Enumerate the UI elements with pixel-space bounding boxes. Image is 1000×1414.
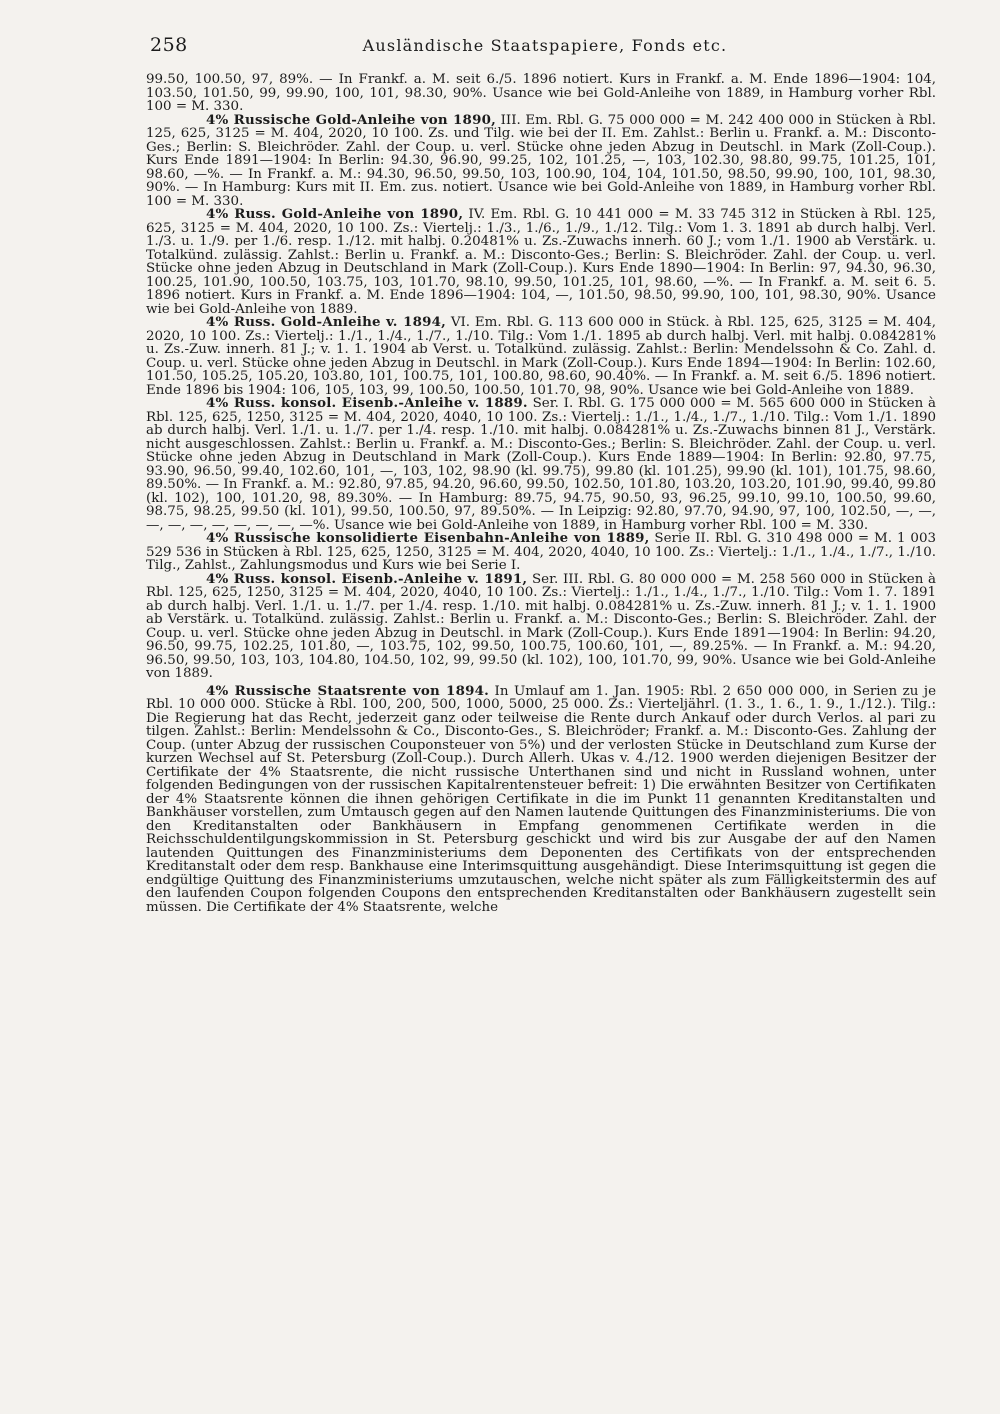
paragraph-text: In Umlauf am 1. Jan. 1905: Rbl. 2 650 000 000, in Serien zu je Rbl. 10 000 000. Stücke à Rbl. 100, 200, 500, 1000, 5000, 25 000. Zs.: Vierteljährl. (1. 3., 1. 6., 1. 9., 1./12.). Tilg.: Die Regierung hat das Recht, jederzeit ganz oder teilweise die Rente durch Ankauf oder durch Verlos. al pari zu tilgen. Zahlst.: Berlin: Mendelssohn & Co., Disconto-Ges., S. Bleichröder; Frankf. a. M.: Disconto-Ges. Zahlung der Coup. (unter Abzug der russischen Couponsteuer von 5%) und der verlosten Stücke in Deutschland zum Kurse der kurzen Wechsel auf St. Petersburg (Zoll-Coup.). Durch Allerh. Ukas v. 4./12. 1900 werden diejenigen Besitzer der Certifikate der 4% Staatsrente, die nicht russische Unterthanen sind und nicht in Russland wohnen, unter folgenden Bedingungen von der russischen Kapitalrentensteuer befreit: 1) Die erwähnten Besitzer von Certifikaten der 4% Staatsrente können die ihnen gehörigen Certifikate in die im Punkt 11 genannten Kreditanstalten und Bankhäuser vorstellen, zum Umtausch gegen auf den Namen lautende Quittungen des Finanzministeriums. Die von den Kreditanstalten oder Bankhäusern in Empfang genommenen Certifikate werden in die Reichsschuldentilgungskommission in St. Petersburg geschickt und wird bis zur Ausgabe der auf den Namen lautenden Quittungen des Finanzministeriums dem Deponenten des Certifikats von der entsprechenden Kreditanstalt oder dem resp. Bankhause eine Interimsquittung ausgehändigt. Diese Interimsquittung ist gegen die endgültige Quittung des Finanzministeriums umzutauschen, welche nicht später als zum Fälligkeitstermin des auf den laufenden Coupon folgenden Coupons den entsprechenden Kreditanstalten oder Bankhäusern zugestellt sein müssen. Die Certifikate der 4% Staatsrente, welche bbox=[146, 683, 936, 915]
body-text bbox=[146, 73, 936, 914]
paragraph-staatsrente-1894 bbox=[146, 682, 936, 915]
paragraph-text: Ser. III. Rbl. G. 80 000 000 = M. 258 560 000 in Stücken à Rbl. 125, 625, 1250, 3125 = M. 404, 2020, 4040, 10 100. Zs.: Viertelj.: 1./1., 1./4., 1./7., 1./10. Tilg.: Vom 1. 7. 1891 ab durch halbj. Verl. 1./1. u. 1./7. per 1./4. resp. 1./10. mit halbj. 0.084281% u. Zs.-Zuw. innerh. 81 J.; v. 1. 1. 1900 ab Verstärk. u. Totalkünd. zulässig. Zahlst.: Berlin u. Frankf. a. M.: Disconto-Ges.; Berlin: S. Bleichröder. Zahl. der Coup. u. verl. Stücke ohne jeden Abzug in Deutschl. in Mark (Zoll-Coup.). Kurs Ende 1891—1904: In Berlin: 94.20, 96.50, 99.75, 102.25, 101.80, —, 103.75, 102, 99.50, 100.75, 100.60, 101, —, 89.25%. — In Frankf. a. M.: 94.20, 96.50, 99.50, 103, 103, 104.80, 104.50, 102, 99, 99.50 (kl. 102), 100, 101.70, 99, 90%. Usance wie bei Gold-Anleihe von 1889. bbox=[146, 571, 936, 681]
paragraph-text: Ser. I. Rbl. G. 175 000 000 = M. 565 600 000 in Stücken à Rbl. 125, 625, 1250, 3125 = M. 404, 2020, 4040, 10 100. Zs.: Viertelj.: 1./1., 1./4., 1./7., 1./10. Tilg.: Vom 1./1. 1890 ab durch halbj. Verl. 1./1. u. 1./7. per 1./4. resp. 1./10. mit halbj. 0.084281% u. Zs.-Zuwachs binnen 81 J., Verstärk. nicht ausgeschlossen. Zahlst.: Berlin u. Frankf. a. M.: Disconto-Ges.; Berlin: S. Bleichröder. Zahl. der Coup. u. verl. Stücke ohne jeden Abzug in Deutschland in Mark (Zoll-Coup.). Kurs Ende 1889—1904: In Berlin: 92.80, 97.75, 93.90, 96.50, 99.40, 102.60, 101, —, 103, 102, 98.90 (kl. 99.75), 99.80 (kl. 101.25), 99.90 (kl. 101), 101.75, 98.60, 89.50%. — In Frankf. a. M.: 92.80, 97.85, 94.20, 96.60, 99.50, 102.50, 101.80, 103.20, 103.20, 101.90, 99.40, 99.80 (kl. 102), 100, 101.20, 98, 89.30%. — In Hamburg: 89.75, 94.75, 90.50, 93, 96.25, 99.10, 99.10, 100.50, 99.60, 98.75, 98.25, 99.50 (kl. 101), 99.50, 100.50, 97, 89.50%. — In Leipzig: 92.80, 97.70, 94.90, 97, 100, 102.50, —, —, —, —, —, —, —, —, —, —%. Usance wie bei Gold-Anleihe von 1889, in Hamburg vorher Rbl. 100 = M. 330. bbox=[146, 396, 936, 533]
paragraph-text: IV. Em. Rbl. G. 10 441 000 = M. 33 745 312 in Stücken à Rbl. 125, 625, 3125 = M. 404, 2020, 10 100. Zs.: Viertelj.: 1./3., 1./6., 1./9., 1./12. Tilg.: Vom 1. 3. 1891 ab durch halbj. Verl. 1./3. u. 1./9. per 1./6. resp. 1./12. mit halbj. 0.20481% u. Zs.-Zuwachs innerh. 60 J.; vom 1./1. 1900 ab Verstärk. u. Totalkünd. zulässig. Zahlst.: Berlin u. Frankf. a. M.: Disconto-Ges.; Berlin: S. Bleichröder. Zahl. der Coup. u. verl. Stücke ohne jeden Abzug in Deutschland in Mark (Zoll-Coup.). Kurs Ende 1890—1904: In Berlin: 97, 94.30, 96.30, 100.25, 101.90, 100.50, 103.75, 103, 101.70, 98.10, 99.50, 101.25, 101, 98.60, —%. — In Frankf. a. M. seit 6. 5. 1896 notiert. Kurs in Frankf. a. M. Ende 1896—1904: 104, —, 101.50, 98.50, 99.90, 100, 101, 98.30, 90%. Usance wie bei Gold-Anleihe von 1889. bbox=[146, 207, 936, 317]
paragraph-lead: 4% Russische konsolidierte Eisenbahn-Anleihe von 1889, bbox=[206, 530, 650, 546]
paragraph-continuation bbox=[146, 73, 936, 114]
paragraph-eisenb-anleihe-1889-ser-ii bbox=[146, 532, 936, 573]
paragraph-lead: 4% Russ. Gold-Anleihe v. 1894, bbox=[206, 314, 447, 330]
paragraph-text: VI. Em. Rbl. G. 113 600 000 in Stück. à Rbl. 125, 625, 3125 = M. 404, 2020, 10 100. Zs.: Viertelj.: 1./1., 1./4., 1./7., 1./10. Tilg.: Vom 1./1. 1895 ab durch halbj. Verl. mit halbj. 0.084281% u. Zs.-Zuw. innerh. 81 J.; v. 1. 1. 1904 ab Verst. u. Totalkünd. zulässig. Zahlst.: Berlin: Mendelssohn & Co. Zahl. d. Coup. u. verl. Stücke ohne jeden Abzug in Deutschl. in Mark (Zoll-Coup.). Kurs Ende 1894—1904: In Berlin: 102.60, 101.50, 105.25, 105.20, 103.80, 101, 100.75, 101, 100.80, 98.60, 90.40%. — In Frankf. a. M. seit 6./5. 1896 notiert. Ende 1896 bis 1904: 106, 105, 103, 99, 100.50, 100.50, 101.70, 98, 90%. Usance wie bei Gold-Anleihe von 1889. bbox=[146, 315, 937, 398]
running-title: Ausländische Staatspapiere, Fonds etc. bbox=[362, 36, 728, 55]
page-number: 258 bbox=[150, 34, 188, 56]
paragraph-eisenb-anleihe-1889-ser-i bbox=[146, 397, 936, 532]
paragraph-lead: 4% Russ. Gold-Anleihe von 1890, bbox=[206, 206, 464, 222]
paragraph-lead: 4% Russ. konsol. Eisenb.-Anleihe v. 1891, bbox=[206, 570, 528, 587]
paragraph-lead: 4% Russische Gold-Anleihe von 1890, bbox=[206, 111, 496, 128]
paragraph-text: III. Em. Rbl. G. 75 000 000 = M. 242 400 000 in Stücken à Rbl. 125, 625, 3125 = M. 404, 2020, 10 100. Zs. und Tilg. wie bei der II. Em. Zahlst.: Berlin u. Frankf. a. M.: Disconto-Ges.; Berlin: S. Bleichröder. Zahl. der Coup. u. verl. Stücke ohne jeden Abzug in Deutschl. in Mark (Zoll-Coup.). Kurs Ende 1891—1904: In Berlin: 94.30, 96.90, 99.25, 102, 101.25, —, 103, 102.30, 98.80, 99.75, 101.25, 101, 98.60, —%. — In Frankf. a. M.: 94.30, 96.50, 99.50, 103, 100.90, 104, 104, 101.50, 98.50, 99.90, 100, 101, 98.30, 90%. — In Hamburg: Kurs mit II. Em. zus. notiert. Usance wie bei Gold-Anleihe von 1889, in Hamburg vorher Rbl. 100 = M. 330. bbox=[146, 112, 936, 209]
paragraph-text: 99.50, 100.50, 97, 89%. — In Frankf. a. M. seit 6./5. 1896 notiert. Kurs in Frankf. a. M. Ende 1896—1904: 104, 103.50, 101.50, 99, 99.90, 100, 101, 98.30, 90%. Usance wie bei Gold-Anleihe von 1889, in Hamburg vorher Rbl. 100 = M. 330. bbox=[146, 72, 936, 114]
paragraph-gold-anleihe-1890-iii bbox=[146, 111, 936, 209]
page-header bbox=[150, 34, 940, 58]
paragraph-gold-anleihe-1894 bbox=[146, 316, 936, 397]
paragraph-gold-anleihe-1890-iv bbox=[146, 208, 936, 316]
paragraph-lead: 4% Russische Staatsrente von 1894. bbox=[206, 682, 489, 699]
paragraph-text: Serie II. Rbl. G. 310 498 000 = M. 1 003 529 536 in Stücken à Rbl. 125, 625, 1250, 3125 = M. 404, 2020, 4040, 10 100. Zs.: Viertelj.: 1./1., 1./4., 1./7., 1./10. Tilg., Zahlst., Zahlungsmodus und Kurs wie bei Serie I. bbox=[146, 531, 936, 573]
paragraph-lead: 4% Russ. konsol. Eisenb.-Anleihe v. 1889. bbox=[206, 395, 528, 411]
paragraph-eisenb-anleihe-1891 bbox=[146, 570, 936, 681]
